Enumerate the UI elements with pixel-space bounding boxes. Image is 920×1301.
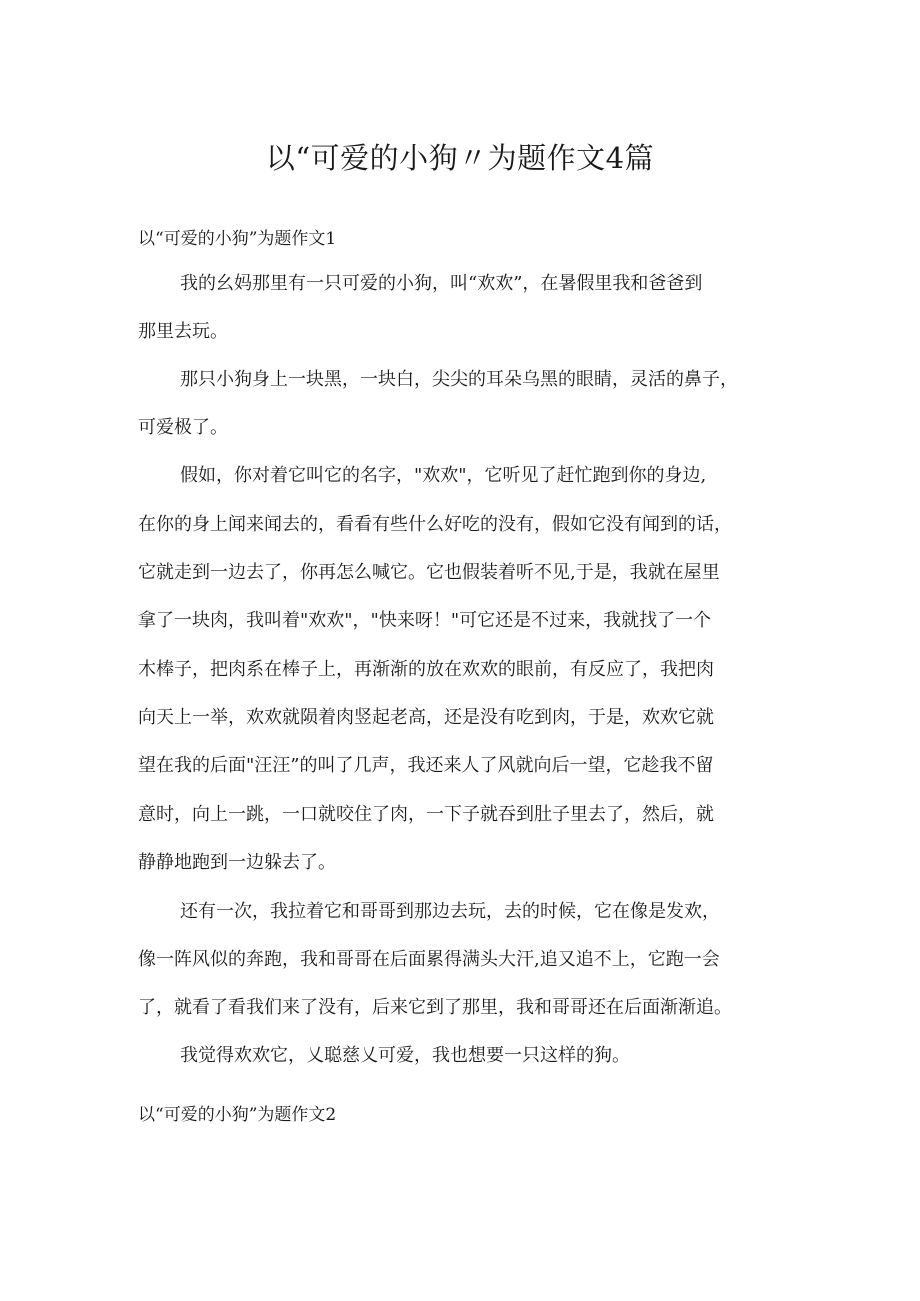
paragraph-line: 了，就看了看我们来了没有，后来它到了那里，我和哥哥还在后面渐渐追。 <box>138 997 732 1018</box>
paragraph-line: 还有一次，我拉着它和哥哥到那边去玩，去的时候，它在像是发欢， <box>180 901 720 922</box>
section-heading-2: 以“可爱的小狗”为题作文2 <box>138 1105 337 1125</box>
paragraph-line: 那只小狗身上一块黑，一块白，尖尖的耳朵乌黑的眼睛，灵活的鼻子， <box>180 369 738 390</box>
paragraph-line: 拿了一块肉，我叫着"欢欢"，"快来呀！"可它还是不过来，我就找了一个 <box>138 610 712 631</box>
paragraph-line: 木棒子，把肉系在棒子上，再渐渐的放在欢欢的眼前，有反应了，我把肉 <box>138 659 714 680</box>
paragraph-line: 在你的身上闻来闻去的，看看有些什么好吃的没有，假如它没有闻到的话， <box>138 514 732 535</box>
paragraph-line: 它就走到一边去了，你再怎么喊它。它也假装着听不见,于是，我就在屋里 <box>138 562 720 583</box>
paragraph-line: 望在我的后面"汪汪”的叫了几声，我还来人了风就向后一望，它趁我不留 <box>138 755 714 776</box>
paragraph-line: 可爱极了。 <box>138 417 228 438</box>
paragraph-line: 那里去玩。 <box>138 321 228 342</box>
paragraph-line: 像一阵风似的奔跑，我和哥哥在后面累得满头大汗,追又追不上，它跑一会 <box>138 949 720 970</box>
paragraph-line: 我觉得欢欢它，乂聪慈乂可爱，我也想要一只这样的狗。 <box>180 1045 630 1066</box>
paragraph-line: 静静地跑到一边躲去了。 <box>138 852 336 873</box>
paragraph-line: 我的幺妈那里有一只可爱的小狗，叫“欢欢”，在暑假里我和爸爸到 <box>180 273 703 294</box>
paragraph-line: 意时，向上一跳，一口就咬住了肉，一下子就吞到肚子里去了，然后，就 <box>138 804 714 825</box>
section-heading-1: 以“可爱的小狗”为题作文1 <box>138 229 337 249</box>
paragraph-line: 假如，你对着它叫它的名字，"欢欢"，它听见了赶忙跑到你的身边, <box>180 465 707 486</box>
document-title: 以“可爱的小狗〃为题作文4篇 <box>265 141 655 175</box>
paragraph-line: 向天上一举，欢欢就陨着肉竖起老高，还是没有吃到肉，于是，欢欢它就 <box>138 707 714 728</box>
